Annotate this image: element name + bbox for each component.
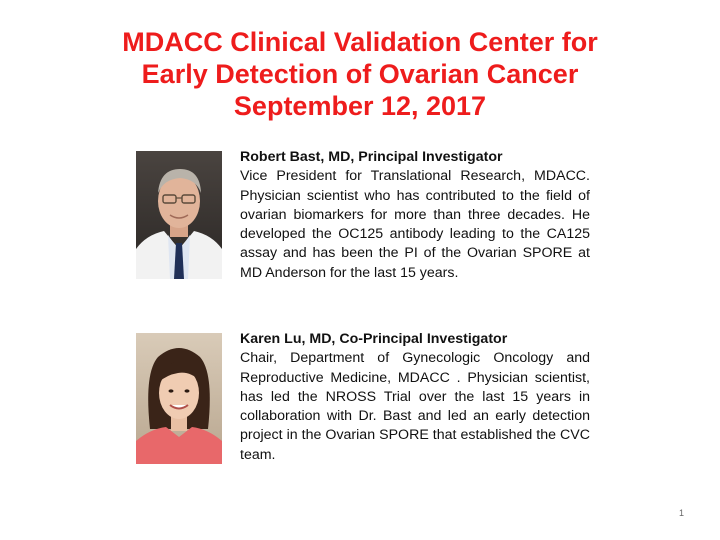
slide-title — [0, 26, 720, 122]
bio-name-bast: Robert Bast, MD, Principal Investigator — [240, 149, 503, 165]
portrait-photo-lu — [136, 333, 222, 464]
title-line-1: MDACC Clinical Validation Center for — [122, 27, 598, 57]
bio-lu — [240, 330, 590, 465]
bio-text-lu: Chair, Department of Gynecologic Oncology and Reproductive Medicine, MDACC . Physician scientist, has led the NROSS Trial over the last 15 years in collaboration with Dr. Bast and led an early detection project in the Ovarian SPORE that established the CVC team. — [240, 350, 590, 463]
title-line-3: September 12, 2017 — [233, 91, 487, 121]
portrait-photo-bast — [136, 151, 222, 279]
bio-bast — [240, 148, 590, 283]
bio-name-lu: Karen Lu, MD, Co-Principal Investigator — [240, 331, 508, 347]
title-line-2: Early Detection of Ovarian Cancer — [141, 59, 579, 89]
page-number: 1 — [678, 508, 684, 518]
bio-text-bast: Vice President for Translational Research, MDACC. Physician scientist who has contributed to the field of ovarian biomarkers for more than three decades. He developed the OC125 antibody leading to the CA125 assay and has been the PI of the Ovarian SPORE at MD Anderson for the last 15 years. — [240, 168, 590, 281]
